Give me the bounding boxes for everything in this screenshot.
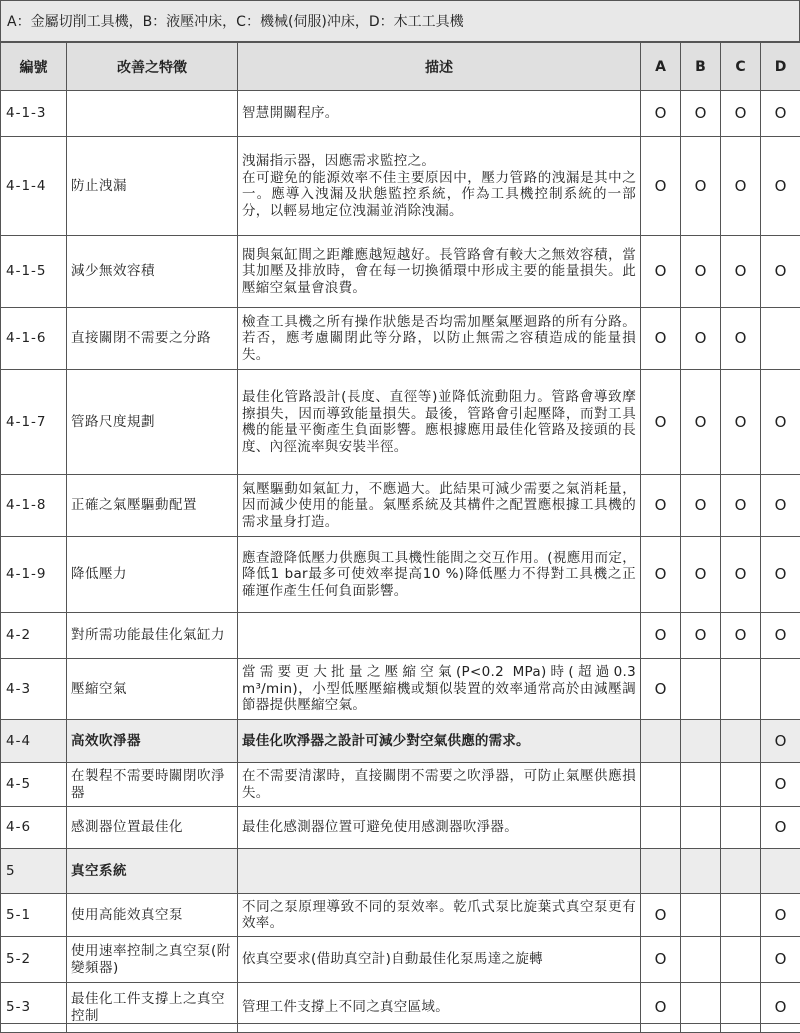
- table-row: [1, 613, 800, 659]
- mark-a: O: [641, 613, 681, 659]
- table-row: [1, 91, 800, 137]
- mark-c: O: [721, 475, 761, 537]
- mark-b: O: [681, 308, 721, 370]
- mark-a: O: [641, 475, 681, 537]
- row-code: 4-1-7: [1, 370, 67, 475]
- mark-d: O: [761, 236, 800, 308]
- mark-b: O: [681, 370, 721, 475]
- row-description: 在不需要清潔時，直接關閉不需要之吹淨器，可防止氣壓供應損失。: [238, 763, 641, 807]
- row-code: 4-1-8: [1, 475, 67, 537]
- row-description: 依真空要求(借助真空計)自動最佳化泵馬達之旋轉: [238, 937, 641, 983]
- col-header-c: C: [721, 43, 761, 91]
- mark-a: O: [641, 537, 681, 613]
- mark-d: [761, 659, 800, 720]
- row-feature: 對所需功能最佳化氣缸力: [67, 613, 238, 659]
- row-code: 4-3: [1, 659, 67, 720]
- table-row: [1, 137, 800, 236]
- col-header-feature: 改善之特徵: [67, 43, 238, 91]
- table-row: [1, 370, 800, 475]
- row-code: 4-1-9: [1, 537, 67, 613]
- mark-b: O: [681, 91, 721, 137]
- mark-a: [641, 763, 681, 807]
- mark-c: O: [721, 137, 761, 236]
- row-description: 洩漏指示器，因應需求監控之。 在可避免的能源效率不佳主要原因中，壓力管路的洩漏是其中之一。應導入洩漏及狀態監控系統，作為工具機控制系統的一部分，以輕易地定位洩漏並消除洩漏。: [238, 137, 641, 236]
- mark-a: O: [641, 308, 681, 370]
- row-description: 管理工件支撐上不同之真空區域。: [238, 983, 641, 1033]
- row-description: 閥與氣缸間之距離應越短越好。長管路會有較大之無效容積，當其加壓及排放時，會在每一切換循環中形成主要的能量損失。此壓縮空氣量會浪費。: [238, 236, 641, 308]
- mark-b: [681, 659, 721, 720]
- row-description: 最佳化吹淨器之設計可減少對空氣供應的需求。: [238, 720, 641, 763]
- mark-d: [761, 308, 800, 370]
- col-header-b: B: [681, 43, 721, 91]
- row-feature: [67, 91, 238, 137]
- table-row: [1, 236, 800, 308]
- mark-c: O: [721, 91, 761, 137]
- mark-b: [681, 983, 721, 1033]
- table-row: [1, 937, 800, 983]
- mark-b: [681, 849, 721, 894]
- col-header-description: 描述: [238, 43, 641, 91]
- col-header-a: A: [641, 43, 681, 91]
- mark-d: O: [761, 613, 800, 659]
- mark-d: O: [761, 720, 800, 763]
- mark-c: [721, 894, 761, 937]
- row-code: 4-4: [1, 720, 67, 763]
- mark-a: O: [641, 894, 681, 937]
- table-row: [1, 849, 800, 894]
- mark-b: [681, 763, 721, 807]
- mark-b: O: [681, 475, 721, 537]
- row-description: 不同之泵原理導致不同的泵效率。乾爪式泵比旋葉式真空泵更有效率。: [238, 894, 641, 937]
- table-row: [1, 475, 800, 537]
- mark-c: [721, 763, 761, 807]
- row-feature: 使用速率控制之真空泵(附變頻器): [67, 937, 238, 983]
- mark-d: O: [761, 763, 800, 807]
- table-row: [1, 308, 800, 370]
- table-row: [1, 537, 800, 613]
- row-code: 5-2: [1, 937, 67, 983]
- row-description: [238, 849, 641, 894]
- table-row: [1, 659, 800, 720]
- mark-c: O: [721, 370, 761, 475]
- mark-a: O: [641, 937, 681, 983]
- row-code: 4-1-4: [1, 137, 67, 236]
- mark-a: O: [641, 659, 681, 720]
- col-header-d: D: [761, 43, 800, 91]
- mark-d: O: [761, 894, 800, 937]
- mark-c: [721, 659, 761, 720]
- header-row: [1, 43, 800, 91]
- row-feature: 在製程不需要時關閉吹淨器: [67, 763, 238, 807]
- mark-b: O: [681, 537, 721, 613]
- mark-a: [641, 807, 681, 849]
- mark-d: O: [761, 537, 800, 613]
- mark-b: O: [681, 613, 721, 659]
- mark-c: [721, 849, 761, 894]
- table-row: [1, 763, 800, 807]
- table-row: [1, 983, 800, 1033]
- mark-d: O: [761, 137, 800, 236]
- mark-a: O: [641, 983, 681, 1033]
- mark-c: [721, 983, 761, 1033]
- row-description: [238, 613, 641, 659]
- mark-d: O: [761, 937, 800, 983]
- mark-c: O: [721, 308, 761, 370]
- mark-b: [681, 894, 721, 937]
- mark-d: [761, 849, 800, 894]
- mark-d: O: [761, 370, 800, 475]
- row-code: 4-1-5: [1, 236, 67, 308]
- mark-c: [721, 937, 761, 983]
- row-feature: 壓縮空氣: [67, 659, 238, 720]
- row-feature: 最佳化工件支撐上之真空控制: [67, 983, 238, 1033]
- machine-type-legend: A：金屬切削工具機，B：液壓冲床，C：機械(伺服)冲床，D：木工工具機: [0, 0, 800, 42]
- row-feature: 管路尺度規劃: [67, 370, 238, 475]
- mark-b: [681, 720, 721, 763]
- col-header-code: 編號: [1, 43, 67, 91]
- row-description: 氣壓驅動如氣缸力，不應過大。此結果可減少需要之氣消耗量，因而減少使用的能量。氣壓系統及其構件之配置應根據工具機的需求量身打造。: [238, 475, 641, 537]
- row-description: 最佳化感測器位置可避免使用感測器吹淨器。: [238, 807, 641, 849]
- mark-b: O: [681, 137, 721, 236]
- row-code: 5: [1, 849, 67, 894]
- mark-a: [641, 849, 681, 894]
- row-code: 4-2: [1, 613, 67, 659]
- mark-b: [681, 807, 721, 849]
- table-row: [1, 894, 800, 937]
- row-description: 智慧開關程序。: [238, 91, 641, 137]
- row-description: 當需要更大批量之壓縮空氣(P<0.2 MPa)時(超過0.3 m³/min)，小型低壓壓縮機或類似裝置的效率通常高於由減壓調節器提供壓縮空氣。: [238, 659, 641, 720]
- row-feature: 直接關閉不需要之分路: [67, 308, 238, 370]
- row-feature: 高效吹淨器: [67, 720, 238, 763]
- mark-d: O: [761, 983, 800, 1033]
- mark-c: O: [721, 236, 761, 308]
- row-feature: 真空系統: [67, 849, 238, 894]
- mark-a: O: [641, 236, 681, 308]
- row-feature: 正確之氣壓驅動配置: [67, 475, 238, 537]
- row-code: 5-3: [1, 983, 67, 1033]
- mark-c: O: [721, 537, 761, 613]
- table-row: [1, 720, 800, 763]
- mark-a: O: [641, 370, 681, 475]
- mark-b: O: [681, 236, 721, 308]
- row-description: 應查證降低壓力供應與工具機性能間之交互作用。(視應用而定，降低1 bar最多可使效率提高10 %)降低壓力不得對工具機之正確運作產生任何負面影響。: [238, 537, 641, 613]
- row-description: 最佳化管路設計(長度、直徑等)並降低流動阻力。管路會導致摩擦損失，因而導致能量損失。最後，管路會引起壓降，而對工具機的能量平衡產生負面影響。應根據應用最佳化管路及接頭的長度、內徑流率與安裝半徑。: [238, 370, 641, 475]
- mark-d: O: [761, 475, 800, 537]
- mark-d: O: [761, 91, 800, 137]
- mark-a: [641, 720, 681, 763]
- mark-b: [681, 937, 721, 983]
- row-code: 4-5: [1, 763, 67, 807]
- row-code: 4-1-6: [1, 308, 67, 370]
- row-feature: 感測器位置最佳化: [67, 807, 238, 849]
- mark-a: O: [641, 137, 681, 236]
- row-description: 檢查工具機之所有操作狀態是否均需加壓氣壓迴路的所有分路。若否，應考慮關閉此等分路，以防止無需之容積造成的能量損失。: [238, 308, 641, 370]
- table-row: [1, 807, 800, 849]
- mark-c: O: [721, 613, 761, 659]
- row-feature: 降低壓力: [67, 537, 238, 613]
- mark-a: O: [641, 91, 681, 137]
- row-feature: 減少無效容積: [67, 236, 238, 308]
- row-feature: 使用高能效真空泵: [67, 894, 238, 937]
- row-code: 4-1-3: [1, 91, 67, 137]
- row-code: 5-1: [1, 894, 67, 937]
- mark-c: [721, 720, 761, 763]
- mark-d: O: [761, 807, 800, 849]
- row-feature: 防止洩漏: [67, 137, 238, 236]
- improvement-table: [0, 42, 800, 1033]
- row-code: 4-6: [1, 807, 67, 849]
- mark-c: [721, 807, 761, 849]
